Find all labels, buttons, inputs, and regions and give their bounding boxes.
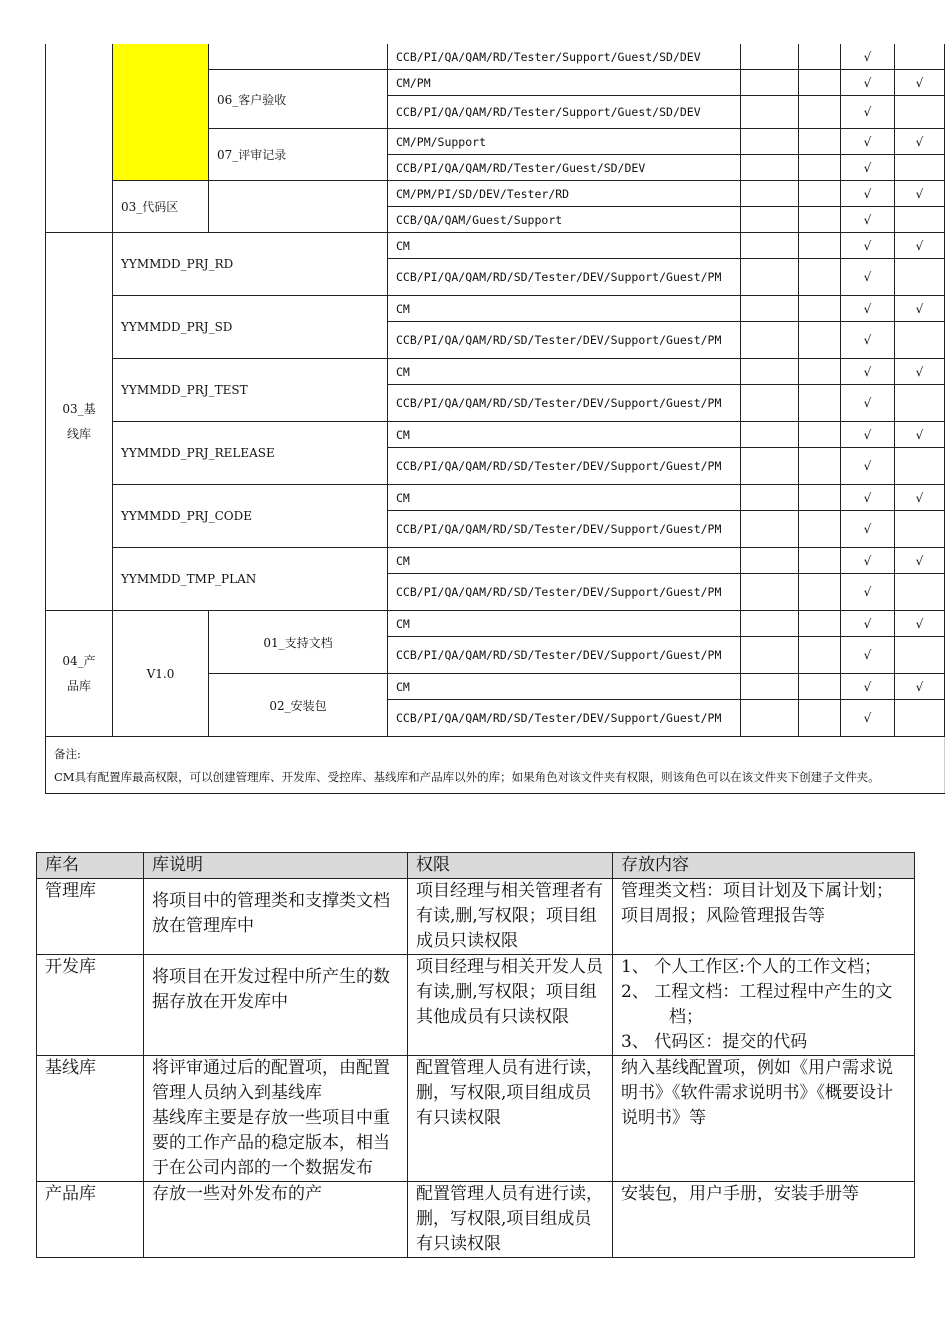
roles-cell: CCB/PI/QA/QAM/RD/Tester/Support/Guest/SD/DEV	[388, 44, 741, 70]
read-check: √	[841, 359, 895, 385]
folder-cell	[209, 181, 388, 233]
write-check	[895, 448, 945, 485]
read-check: √	[841, 181, 895, 207]
lib-name: 开发库	[37, 955, 144, 1056]
list-item: 2、 工程文档：工程过程中产生的文档；	[621, 982, 893, 1027]
roles-cell: CCB/PI/QA/QAM/RD/SD/Tester/DEV/Support/Guest/PM	[388, 448, 741, 485]
table-row	[46, 296, 945, 322]
read-check: √	[841, 70, 895, 96]
roles-cell: CM	[388, 611, 741, 637]
folder-cell	[209, 44, 388, 70]
folder-cell: YYMMDD_TMP_PLAN	[113, 548, 388, 611]
folder-cell: YYMMDD_PRJ_TEST	[113, 359, 388, 422]
roles-cell: CM	[388, 485, 741, 511]
lib-desc: 将项目在开发过程中所产生的数据存放在开发库中	[144, 955, 408, 1056]
lib-content: 管理类文档：项目计划及下属计划；项目周报；风险管理报告等	[613, 879, 915, 955]
read-check: √	[841, 207, 895, 233]
lib-content: 安装包，用户手册，安装手册等	[613, 1182, 915, 1258]
folder-cell: 01_支持文档	[209, 611, 388, 674]
table-row	[46, 422, 945, 448]
write-check: √	[895, 70, 945, 96]
read-check: √	[841, 637, 895, 674]
roles-cell: CM	[388, 674, 741, 700]
write-check: √	[895, 359, 945, 385]
read-check: √	[841, 700, 895, 737]
list-item: 3、 代码区：提交的代码	[621, 1032, 808, 1052]
folder-cell: YYMMDD_PRJ_CODE	[113, 485, 388, 548]
roles-cell: CM	[388, 422, 741, 448]
write-check	[895, 155, 945, 181]
read-check: √	[841, 611, 895, 637]
table-row	[46, 359, 945, 385]
read-check: √	[841, 129, 895, 155]
write-check	[895, 259, 945, 296]
note-row	[46, 737, 945, 794]
table-row	[46, 485, 945, 511]
lib-content: 纳入基线配置项，例如《用户需求说明书》《软件需求说明书》《概要设计说明书》等	[613, 1056, 915, 1182]
read-check: √	[841, 155, 895, 181]
roles-cell: CM/PM/Support	[388, 129, 741, 155]
write-check: √	[895, 611, 945, 637]
roles-cell: CM	[388, 233, 741, 259]
table-row	[46, 44, 945, 70]
write-check: √	[895, 548, 945, 574]
list-item: 1、 个人工作区:个人的工作文档；	[621, 957, 881, 977]
write-check: √	[895, 181, 945, 207]
read-check: √	[841, 44, 895, 70]
roles-cell: CM/PM	[388, 70, 741, 96]
read-check: √	[841, 574, 895, 611]
header-row	[37, 853, 915, 879]
write-check	[895, 637, 945, 674]
roles-cell: CCB/PI/QA/QAM/RD/SD/Tester/DEV/Support/Guest/PM	[388, 322, 741, 359]
lib-desc: 将评审通过后的配置项，由配置管理人员纳入到基线库 基线库主要是存放一些项目中重要的工作产品的稳定版本，相当于在公司内部的一个数据发布	[144, 1056, 408, 1182]
read-check: √	[841, 296, 895, 322]
roles-cell: CCB/PI/QA/QAM/RD/SD/Tester/DEV/Support/Guest/PM	[388, 385, 741, 422]
roles-cell: CCB/PI/QA/QAM/RD/Tester/Support/Guest/SD/DEV	[388, 96, 741, 129]
folder-cell: YYMMDD_PRJ_RD	[113, 233, 388, 296]
lib-name: 产品库	[37, 1182, 144, 1258]
folder-cell: 02_安装包	[209, 674, 388, 737]
write-check: √	[895, 485, 945, 511]
lib-perm: 项目经理与相关开发人员有读,删,写权限；项目组其他成员有只读权限	[408, 955, 613, 1056]
folder-cell: YYMMDD_PRJ_RELEASE	[113, 422, 388, 485]
write-check	[895, 700, 945, 737]
col-header-perm: 权限	[408, 853, 613, 879]
folder-cell: 07_评审记录	[209, 129, 388, 181]
roles-cell: CCB/PI/QA/QAM/RD/SD/Tester/DEV/Support/Guest/PM	[388, 511, 741, 548]
table-row	[46, 611, 945, 637]
read-check: √	[841, 485, 895, 511]
write-check	[895, 322, 945, 359]
write-check: √	[895, 674, 945, 700]
roles-cell: CCB/QA/QAM/Guest/Support	[388, 207, 741, 233]
lib-name: 管理库	[37, 879, 144, 955]
col-header-content: 存放内容	[613, 853, 915, 879]
lib-desc: 将项目中的管理类和支撑类文档放在管理库中	[144, 879, 408, 955]
permission-table	[45, 44, 945, 794]
table-row	[37, 1056, 915, 1182]
folder-cell: 06_客户验收	[209, 70, 388, 129]
write-check	[895, 207, 945, 233]
roles-cell: CM	[388, 359, 741, 385]
lib-desc: 存放一些对外发布的产	[144, 1182, 408, 1258]
write-check: √	[895, 233, 945, 259]
lib-perm: 配置管理人员有进行读，删，写权限,项目组成员有只读权限	[408, 1182, 613, 1258]
version-cell: V1.0	[113, 611, 209, 737]
lib-perm: 项目经理与相关管理者有有读,删,写权限；项目组成员只读权限	[408, 879, 613, 955]
write-check	[895, 385, 945, 422]
write-check	[895, 44, 945, 70]
write-check	[895, 574, 945, 611]
lib-perm: 配置管理人员有进行读，删，写权限,项目组成员有只读权限	[408, 1056, 613, 1182]
read-check: √	[841, 422, 895, 448]
write-check: √	[895, 129, 945, 155]
read-check: √	[841, 233, 895, 259]
roles-cell: CCB/PI/QA/QAM/RD/SD/Tester/DEV/Support/Guest/PM	[388, 700, 741, 737]
roles-cell: CM/PM/PI/SD/DEV/Tester/RD	[388, 181, 741, 207]
read-check: √	[841, 259, 895, 296]
write-check	[895, 96, 945, 129]
note-text: CM具有配置库最高权限，可以创建管理库、开发库、受控库、基线库和产品库以外的库；如果角色对该文件夹有权限，则该角色可以在该文件夹下创建子文件夹。	[54, 770, 880, 784]
table-row	[46, 181, 945, 207]
category-cell	[46, 44, 113, 233]
write-check: √	[895, 296, 945, 322]
col-header-desc: 库说明	[144, 853, 408, 879]
read-check: √	[841, 385, 895, 422]
folder-cell: YYMMDD_PRJ_SD	[113, 296, 388, 359]
read-check: √	[841, 674, 895, 700]
col-header-name: 库名	[37, 853, 144, 879]
roles-cell: CCB/PI/QA/QAM/RD/SD/Tester/DEV/Support/Guest/PM	[388, 259, 741, 296]
table-row	[37, 1182, 915, 1258]
area-cell: 03_代码区	[113, 181, 209, 233]
table-row	[46, 548, 945, 574]
roles-cell: CCB/PI/QA/QAM/RD/SD/Tester/DEV/Support/Guest/PM	[388, 637, 741, 674]
read-check: √	[841, 548, 895, 574]
roles-cell: CM	[388, 296, 741, 322]
library-cell: 03_基 线库	[46, 233, 113, 611]
roles-cell: CCB/PI/QA/QAM/RD/SD/Tester/DEV/Support/Guest/PM	[388, 574, 741, 611]
lib-content	[613, 955, 915, 1056]
write-check	[895, 511, 945, 548]
library-cell: 04_产 品库	[46, 611, 113, 737]
read-check: √	[841, 448, 895, 485]
read-check: √	[841, 96, 895, 129]
roles-cell: CM	[388, 548, 741, 574]
note-cell	[46, 737, 945, 794]
highlight-cell	[113, 44, 209, 181]
lib-name: 基线库	[37, 1056, 144, 1182]
write-check: √	[895, 422, 945, 448]
table-row	[37, 955, 915, 1056]
read-check: √	[841, 322, 895, 359]
note-title: 备注:	[54, 747, 81, 761]
read-check: √	[841, 511, 895, 548]
table-row	[37, 879, 915, 955]
roles-cell: CCB/PI/QA/QAM/RD/Tester/Guest/SD/DEV	[388, 155, 741, 181]
library-table	[36, 852, 915, 1258]
table-row	[46, 233, 945, 259]
